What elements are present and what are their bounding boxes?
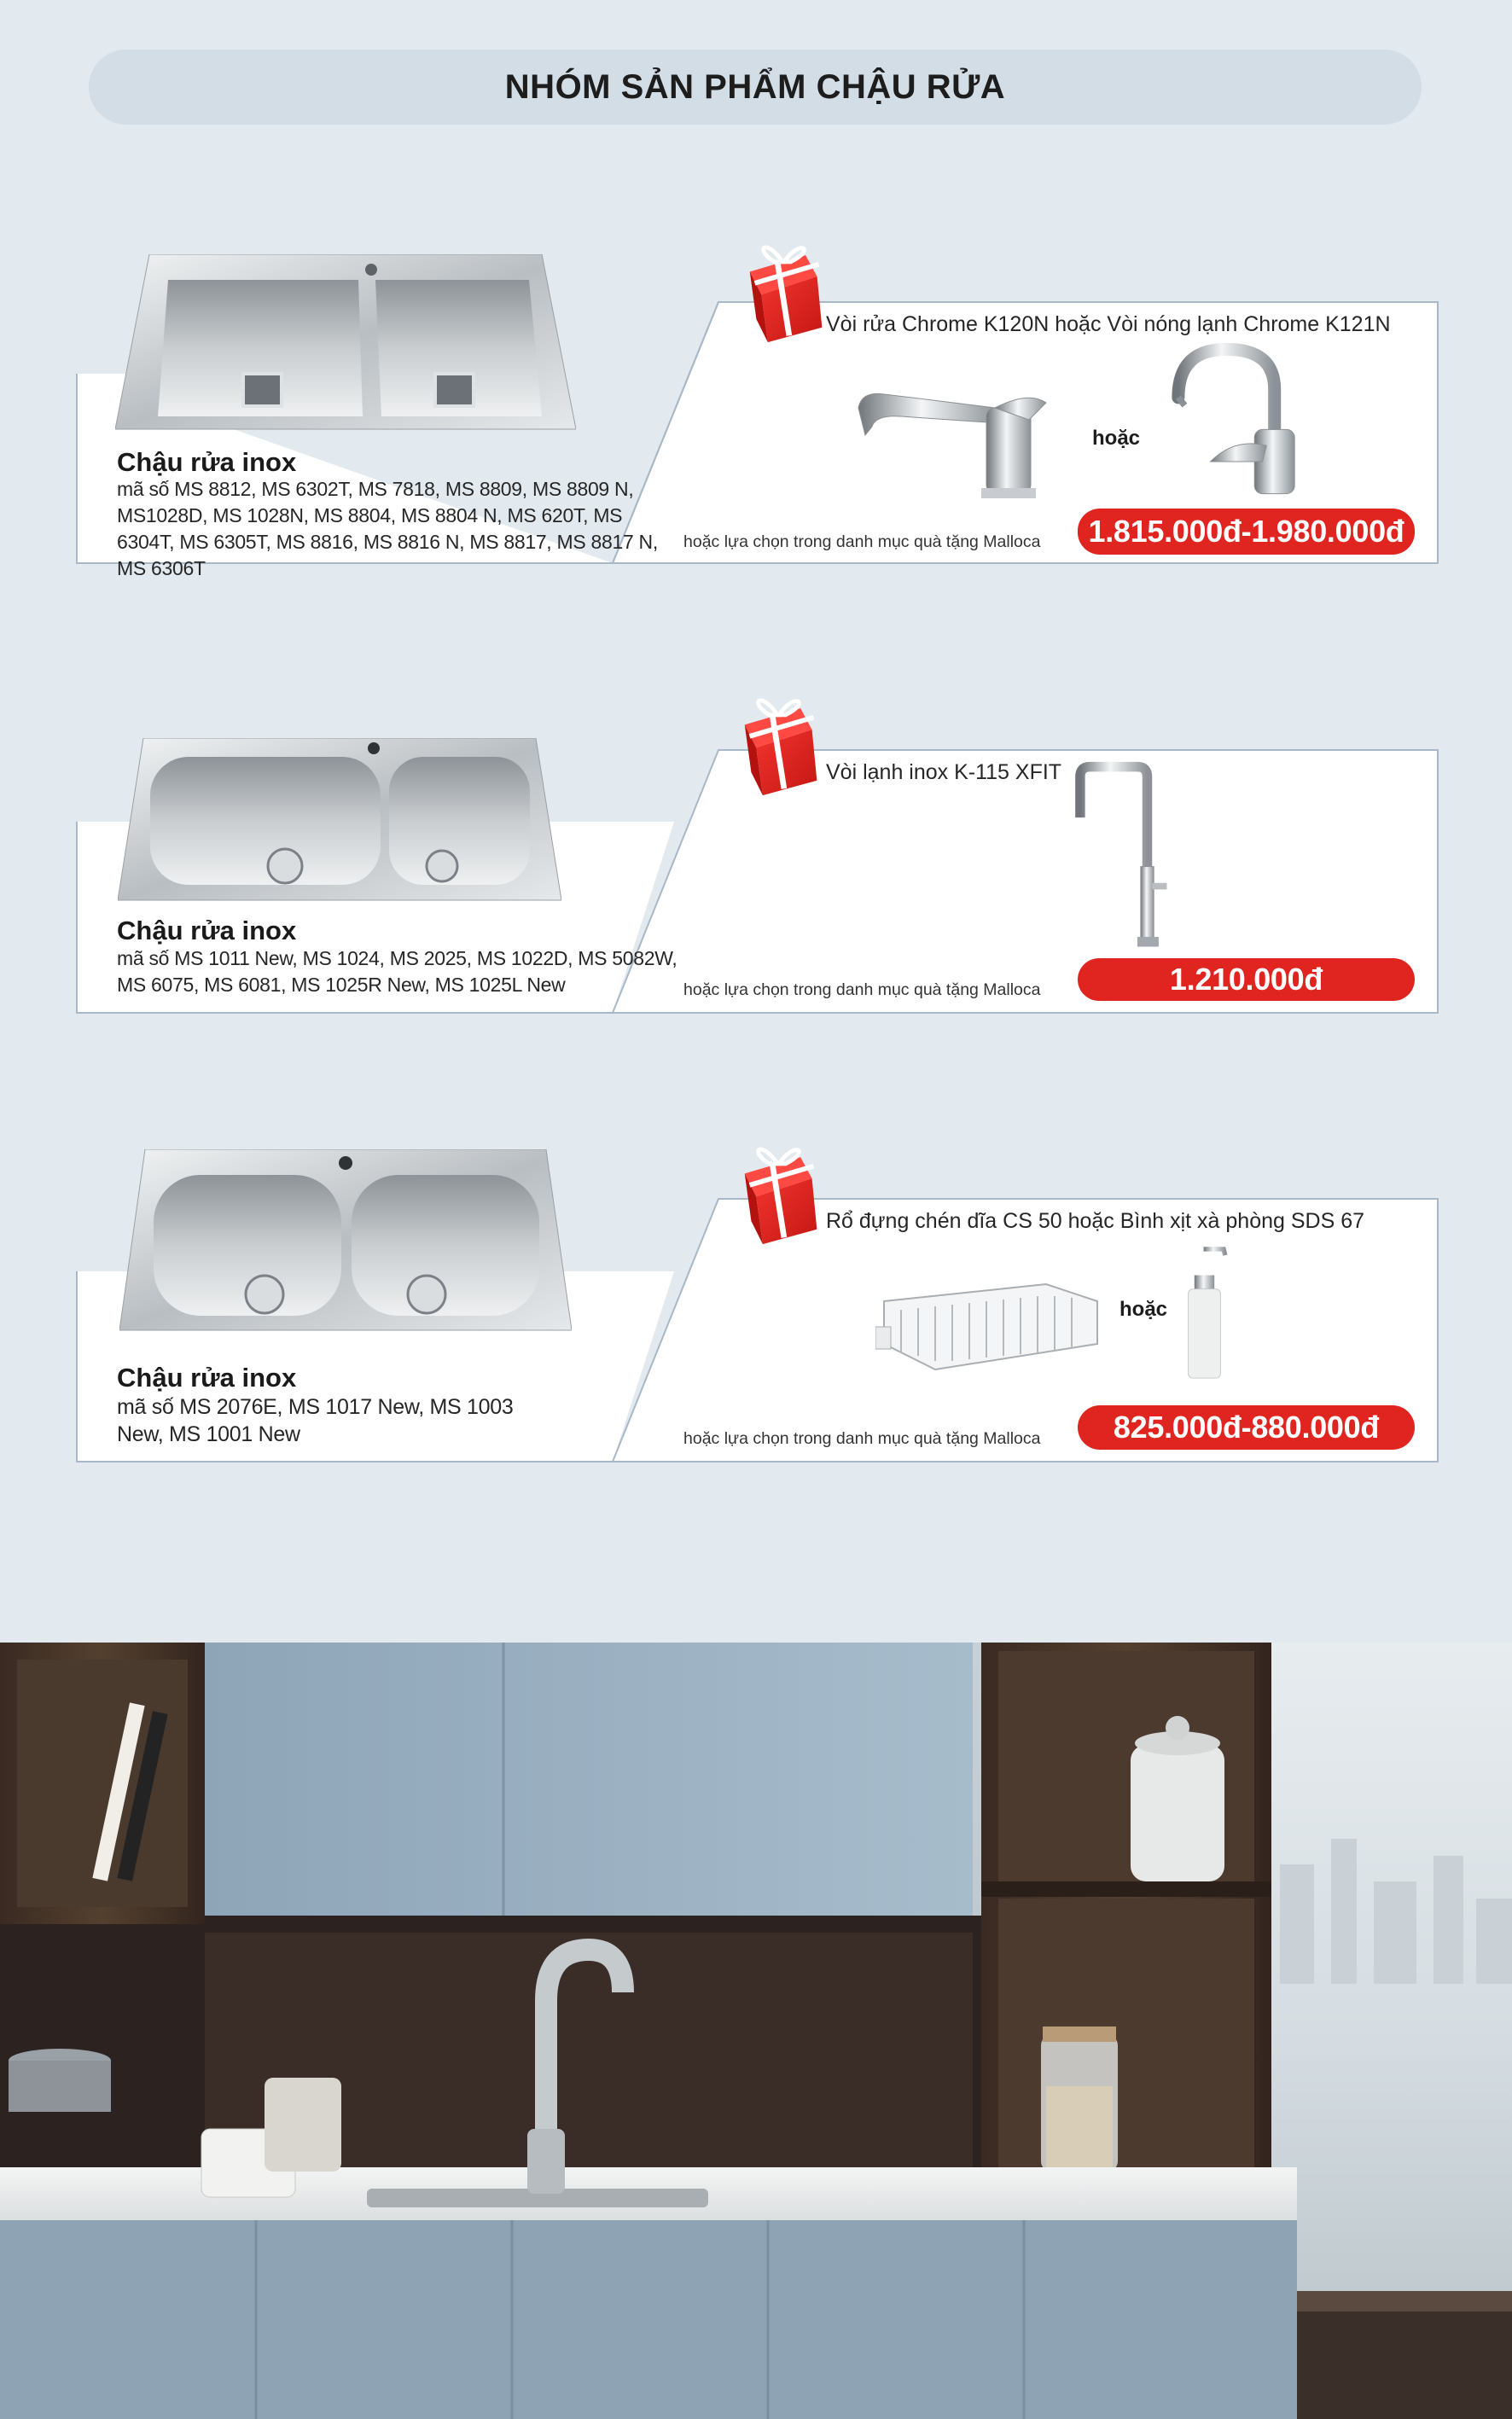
product-codes: mã số MS 8812, MS 6302T, MS 7818, MS 8809, MS 8809 N, MS1028D, MS 1028N, MS 8804, MS 8804 N, MS 620T, MS 6304T, MS 6305T, MS 8816, MS 8816 N, MS 8817, MS 8817 N, MS 6306T [117, 478, 658, 579]
faucet-k120n-image [850, 382, 1063, 510]
faucet-k121n-image [1162, 341, 1299, 502]
alt-gift-note: hoặc lựa chọn trong danh mục quà tặng Malloca [683, 980, 1041, 999]
kitchen-photo [0, 1643, 1512, 2419]
alt-gift-note: hoặc lựa chọn trong danh mục quà tặng Malloca [683, 1429, 1041, 1448]
gift-box-icon [736, 1139, 828, 1246]
price-badge: 1.210.000đ [1078, 958, 1415, 1001]
gift-title: Vòi rửa Chrome K120N hoặc Vòi nóng lạnh Chrome K121N [826, 312, 1391, 336]
gift-title: Rổ đựng chén dĩa CS 50 hoặc Bình xịt xà phòng SDS 67 [826, 1209, 1365, 1233]
gift-box-icon [741, 237, 833, 344]
product-row-1 [0, 213, 1512, 579]
sink-image [115, 254, 576, 433]
product-row-2 [0, 687, 1512, 1028]
product-title: Chậu rửa inox [117, 447, 297, 477]
price-badge: 825.000đ-880.000đ [1078, 1405, 1415, 1450]
price-badge: 1.815.000đ-1.980.000đ [1078, 509, 1415, 555]
faucet-k115-image [1067, 760, 1169, 957]
product-title: Chậu rửa inox [117, 916, 297, 945]
product-row-3 [0, 1131, 1512, 1472]
dish-rack-cs50-image [875, 1267, 1106, 1378]
sink-image [119, 1149, 572, 1337]
alt-gift-note: hoặc lựa chọn trong danh mục quà tặng Malloca [683, 532, 1041, 551]
product-title: Chậu rửa inox [117, 1363, 297, 1393]
gift-box-icon [736, 690, 828, 797]
sink-image [118, 738, 561, 909]
soap-dispenser-sds67-image [1178, 1243, 1239, 1384]
page-title: NHÓM SẢN PHẨM CHẬU RỬA [89, 49, 1422, 125]
or-label: hoặc [1092, 427, 1141, 450]
product-codes: mã số MS 2076E, MS 1017 New, MS 1003 New, MS 1001 New [117, 1395, 514, 1446]
or-label: hoặc [1119, 1298, 1168, 1321]
product-codes: mã số MS 1011 New, MS 1024, MS 2025, MS 1022D, MS 5082W, MS 6075, MS 6081, MS 1025R New, MS 1025L New [117, 947, 677, 996]
gift-title: Vòi lạnh inox K-115 XFIT [826, 760, 1062, 784]
